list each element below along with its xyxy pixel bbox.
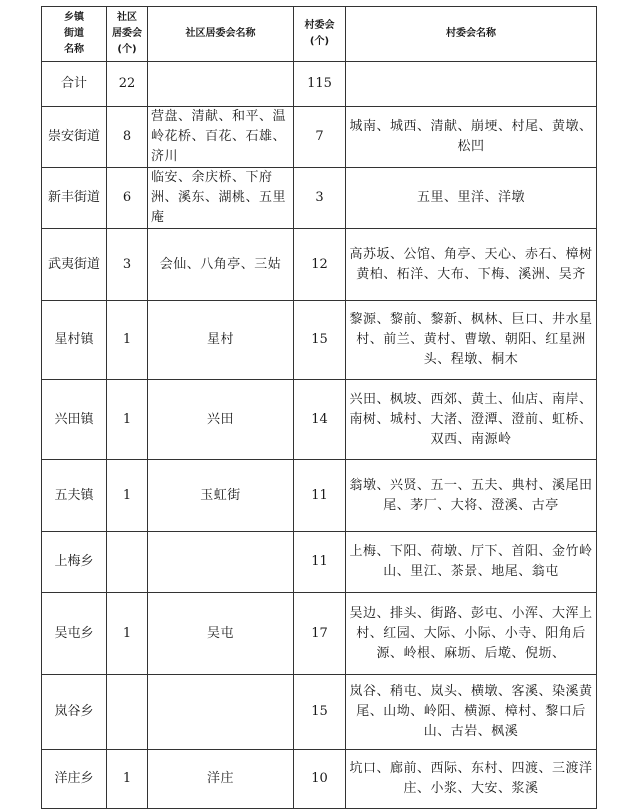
township-name: 吴屯乡 — [42, 593, 107, 675]
township-name: 崇安街道 — [42, 107, 107, 168]
village-names: 坑口、廊前、西际、东村、四渡、三渡洋庄、小浆、大安、浆溪 — [346, 750, 597, 809]
village-count: 17 — [294, 593, 346, 675]
village-count: 12 — [294, 229, 346, 301]
community-names: 会仙、八角亭、三姑 — [148, 229, 294, 301]
community-count: 1 — [107, 750, 148, 809]
village-count: 115 — [294, 62, 346, 107]
village-names: 黎源、黎前、黎新、枫林、巨口、井水星村、前兰、黄村、曹墩、朝阳、红星洲头、程墩、桐木 — [346, 301, 597, 380]
community-names — [148, 62, 294, 107]
village-count: 10 — [294, 750, 346, 809]
table-row — [42, 62, 597, 107]
township-name: 新丰街道 — [42, 168, 107, 229]
table-row — [42, 460, 597, 532]
table-row — [42, 750, 597, 809]
community-count: 8 — [107, 107, 148, 168]
community-count: 1 — [107, 593, 148, 675]
community-names: 洋庄 — [148, 750, 294, 809]
table-header-row — [42, 7, 597, 62]
community-names: 营盘、清献、和平、温岭花桥、百花、石雄、济川 — [148, 107, 294, 168]
community-count — [107, 532, 148, 593]
header-community-names: 社区居委会名称 — [148, 7, 294, 62]
village-names: 高苏坂、公馆、角亭、天心、赤石、樟树黄柏、柘洋、大布、下梅、溪洲、吴齐 — [346, 229, 597, 301]
table-row — [42, 380, 597, 460]
table-row — [42, 532, 597, 593]
village-count: 15 — [294, 301, 346, 380]
village-count: 11 — [294, 460, 346, 532]
village-names: 吴边、排头、街路、彭屯、小浑、大浑上村、红园、大际、小际、小寺、阳角后源、岭根、麻坜、后墘、倪坜、 — [346, 593, 597, 675]
village-names: 兴田、枫坡、西郊、黄土、仙店、南岸、南树、城村、大渚、澄潭、澄前、虹桥、双西、南源岭 — [346, 380, 597, 460]
village-count: 7 — [294, 107, 346, 168]
village-names: 上梅、下阳、荷墩、厅下、首阳、金竹岭山、里江、茶景、地尾、翁屯 — [346, 532, 597, 593]
table-row — [42, 593, 597, 675]
community-names: 吴屯 — [148, 593, 294, 675]
township-name: 岚谷乡 — [42, 675, 107, 750]
township-name: 兴田镇 — [42, 380, 107, 460]
table-row — [42, 168, 597, 229]
village-count: 14 — [294, 380, 346, 460]
township-name: 合计 — [42, 62, 107, 107]
community-count: 22 — [107, 62, 148, 107]
table-row — [42, 229, 597, 301]
village-names: 城南、城西、清献、崩埂、村尾、黄墩、松凹 — [346, 107, 597, 168]
village-count: 11 — [294, 532, 346, 593]
village-count: 15 — [294, 675, 346, 750]
township-name: 星村镇 — [42, 301, 107, 380]
community-names — [148, 675, 294, 750]
table-row — [42, 107, 597, 168]
community-count: 1 — [107, 380, 148, 460]
table-row — [42, 675, 597, 750]
community-count: 1 — [107, 301, 148, 380]
header-village-count: 村委会 (个) — [294, 7, 346, 62]
village-names: 五里、里洋、洋墩 — [346, 168, 597, 229]
community-count: 3 — [107, 229, 148, 301]
community-count — [107, 675, 148, 750]
community-names: 星村 — [148, 301, 294, 380]
table-row — [42, 301, 597, 380]
township-name: 上梅乡 — [42, 532, 107, 593]
township-name: 武夷街道 — [42, 229, 107, 301]
header-village-names: 村委会名称 — [346, 7, 597, 62]
admin-divisions-table — [41, 6, 597, 809]
community-count: 1 — [107, 460, 148, 532]
village-names: 岚谷、稍屯、岚头、横墩、客溪、染溪黄尾、山坳、岭阳、横源、樟村、黎口后山、古岩、枫溪 — [346, 675, 597, 750]
village-count: 3 — [294, 168, 346, 229]
township-name: 五夫镇 — [42, 460, 107, 532]
community-names: 临安、余庆桥、下府洲、溪东、湖桃、五里庵 — [148, 168, 294, 229]
village-names: 翁墩、兴贤、五一、五夫、典村、溪尾田尾、茅厂、大将、澄溪、古亭 — [346, 460, 597, 532]
community-names — [148, 532, 294, 593]
header-township-name: 乡镇 街道 名称 — [42, 7, 107, 62]
township-name: 洋庄乡 — [42, 750, 107, 809]
community-names: 玉虹街 — [148, 460, 294, 532]
village-names — [346, 62, 597, 107]
community-count: 6 — [107, 168, 148, 229]
community-names: 兴田 — [148, 380, 294, 460]
header-community-count: 社区 居委会 (个) — [107, 7, 148, 62]
